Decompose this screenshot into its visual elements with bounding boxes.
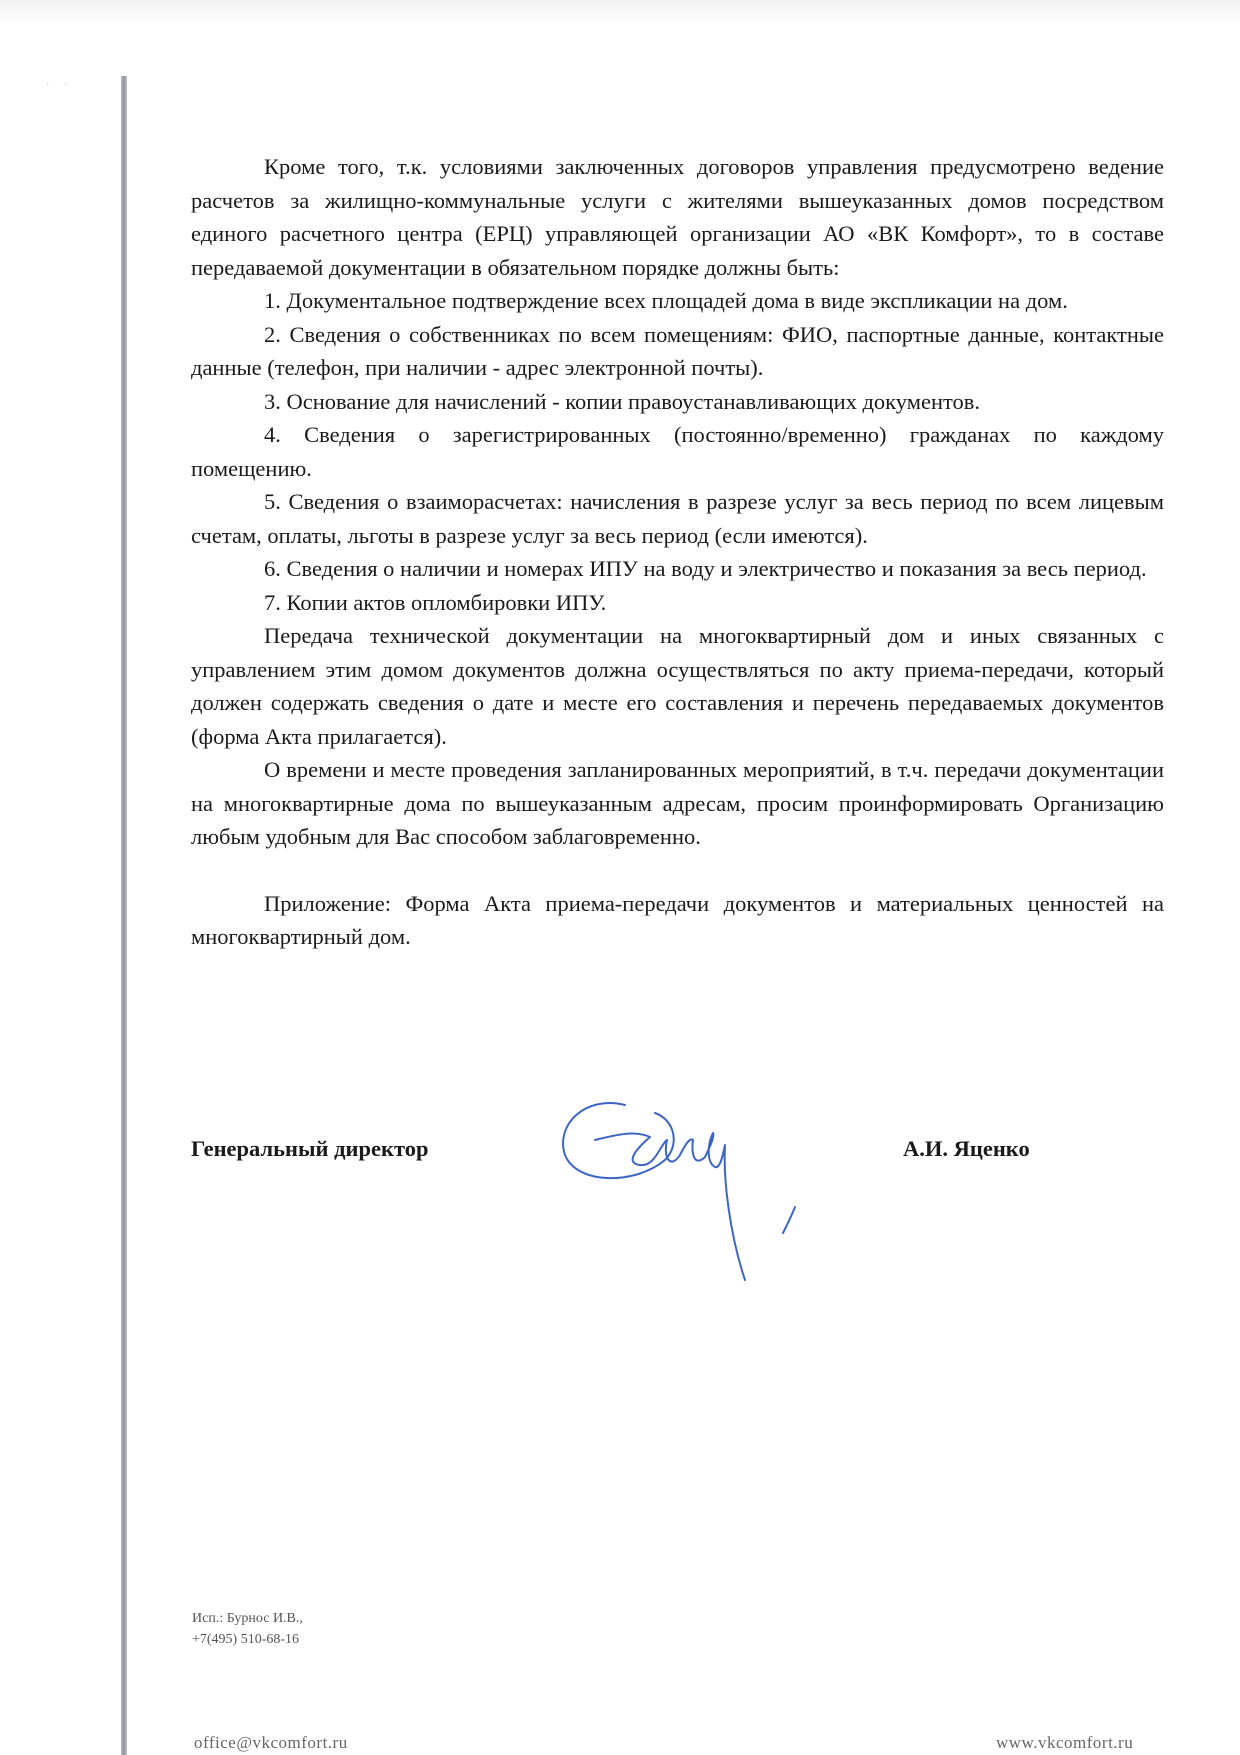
list-item-3: 3. Основание для начислений - копии правоустанавливающих документов. xyxy=(264,388,981,414)
list-item-7: 7. Копии актов опломбировки ИПУ. xyxy=(264,589,607,615)
scan-edge-marks: · · xyxy=(46,80,74,91)
page-left-border xyxy=(121,76,127,1755)
list-item-2: 2. Сведения о собственниках по всем помещениям: ФИО, паспортные данные, контактные данные (телефон, при наличии - адрес электронной почты). xyxy=(191,321,1164,380)
executor-name: Исп.: Бурнос И.В., xyxy=(192,1611,303,1626)
signature-dash xyxy=(783,1207,795,1233)
list-item-1: 1. Документальное подтверждение всех площадей дома в виде экспликации на дом. xyxy=(264,288,1068,313)
scan-top-shade xyxy=(0,0,1240,24)
list-item-4: 4. Сведения о зарегистрированных (постоянно/временно) гражданах по каждому помещению. xyxy=(191,422,1164,481)
signature-loop xyxy=(563,1103,674,1178)
footer-website[interactable]: www.vkcomfort.ru xyxy=(996,1733,1134,1752)
handwritten-signature xyxy=(555,1085,825,1295)
signatory-name: А.И. Яценко xyxy=(903,1136,1030,1161)
footer-email[interactable]: office@vkcomfort.ru xyxy=(194,1733,348,1752)
executor-phone: +7(495) 510-68-16 xyxy=(192,1632,300,1647)
request-paragraph: О времени и месте проведения запланированных мероприятий, в т.ч. передачи документации на многоквартирные дома по вышеуказанным адресам, просим проинформировать Организацию любым удобным для Вас способом заблаговременно. xyxy=(191,757,1164,849)
intro-paragraph: Кроме того, т.к. условиями заключенных договоров управления предусмотрено ведение расчетов за жилищно-коммунальные услуги с жителями вышеуказанных домов посредством единого расчетного центра (ЕРЦ) управляющей организации АО «ВК Комфорт», то в составе передаваемой документации в обязательном порядке должны быть: xyxy=(191,154,1164,280)
letter-body xyxy=(191,150,1164,954)
list-item-6: 6. Сведения о наличии и номерах ИПУ на воду и электричество и показания за весь период. xyxy=(264,556,1147,581)
signatory-position: Генеральный директор xyxy=(191,1136,429,1161)
transfer-paragraph: Передача технической документации на многоквартирный дом и иных связанных с управлением этим домом документов должна осуществляться по акту приема-передачи, который должен содержать сведения о дате и месте его составления и перечень передаваемых документов (форма Акта прилагается). xyxy=(191,623,1164,749)
attachment-paragraph: Приложение: Форма Акта приема-передачи документов и материальных ценностей на многоквартирный дом. xyxy=(191,890,1164,949)
list-item-5: 5. Сведения о взаиморасчетах: начисления в разрезе услуг за весь период по всем лицевым счетам, оплаты, льготы в разрезе услуг за весь период (если имеются). xyxy=(191,489,1164,548)
executor-info xyxy=(192,1608,303,1650)
